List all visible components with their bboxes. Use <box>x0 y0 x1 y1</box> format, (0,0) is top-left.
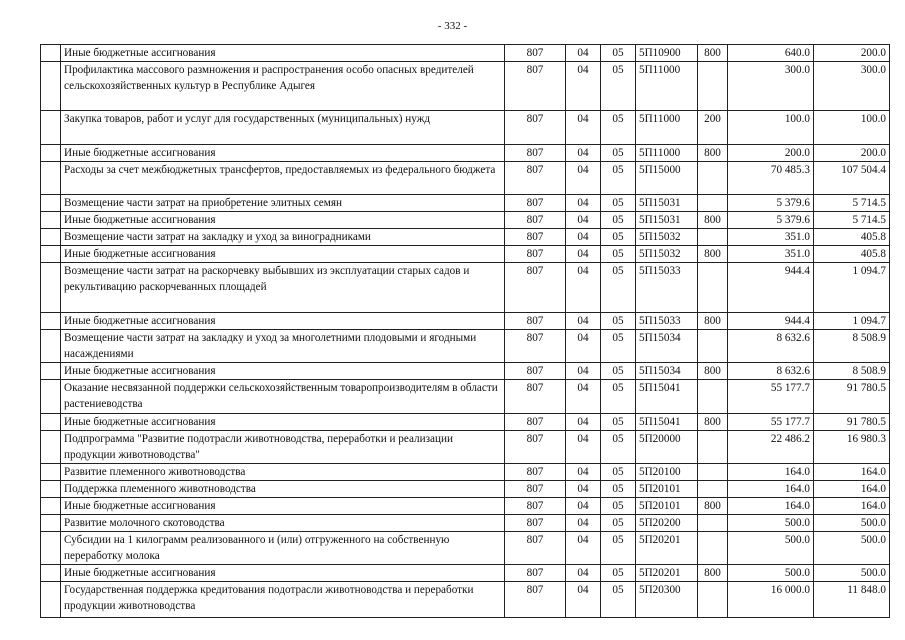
section-code-cell: 04 <box>566 414 601 431</box>
section-code-cell: 04 <box>566 162 601 195</box>
section-code-cell: 04 <box>566 532 601 565</box>
expense-type-cell <box>698 162 728 195</box>
amount-year2-cell: 200.0 <box>814 45 890 62</box>
expense-type-cell <box>698 532 728 565</box>
table-row <box>41 431 890 464</box>
amount-year1-cell: 351.0 <box>728 229 814 246</box>
section-code-cell: 04 <box>566 481 601 498</box>
ministry-code-cell: 807 <box>505 195 566 212</box>
section-code-cell: 04 <box>566 582 601 618</box>
subsection-code-cell: 05 <box>601 380 636 414</box>
subsection-code-cell: 05 <box>601 313 636 330</box>
expense-type-cell <box>698 380 728 414</box>
subsection-code-cell: 05 <box>601 212 636 229</box>
target-article-cell: 5П20100 <box>636 464 698 481</box>
section-code-cell: 04 <box>566 195 601 212</box>
item-name-cell: Поддержка племенного животноводства <box>61 481 505 498</box>
target-article-cell: 5П11000 <box>636 145 698 162</box>
expense-type-cell: 800 <box>698 313 728 330</box>
item-name-cell: Оказание несвязанной поддержки сельскохозяйственным товаропроизводителям в области растениеводства <box>61 380 505 414</box>
expense-type-cell: 800 <box>698 246 728 263</box>
target-article-cell: 5П20000 <box>636 431 698 464</box>
section-code-cell: 04 <box>566 111 601 145</box>
subsection-code-cell: 05 <box>601 162 636 195</box>
item-name-cell: Возмещение части затрат на закладку и уход за виноградниками <box>61 229 505 246</box>
ministry-code-cell: 807 <box>505 162 566 195</box>
amount-year2-cell: 500.0 <box>814 565 890 582</box>
table-row <box>41 145 890 162</box>
subsection-code-cell: 05 <box>601 111 636 145</box>
expense-type-cell <box>698 263 728 313</box>
expense-type-cell <box>698 195 728 212</box>
row-marker-cell <box>41 62 61 111</box>
target-article-cell: 5П20101 <box>636 481 698 498</box>
amount-year1-cell: 164.0 <box>728 464 814 481</box>
row-marker-cell <box>41 45 61 62</box>
ministry-code-cell: 807 <box>505 313 566 330</box>
expense-type-cell: 200 <box>698 111 728 145</box>
item-name-cell: Закупка товаров, работ и услуг для государственных (муниципальных) нужд <box>61 111 505 145</box>
subsection-code-cell: 05 <box>601 464 636 481</box>
amount-year2-cell: 200.0 <box>814 145 890 162</box>
ministry-code-cell: 807 <box>505 582 566 618</box>
expense-type-cell <box>698 431 728 464</box>
ministry-code-cell: 807 <box>505 263 566 313</box>
target-article-cell: 5П11000 <box>636 111 698 145</box>
table-row <box>41 263 890 313</box>
section-code-cell: 04 <box>566 380 601 414</box>
amount-year2-cell: 11 848.0 <box>814 582 890 618</box>
ministry-code-cell: 807 <box>505 464 566 481</box>
table-row <box>41 380 890 414</box>
amount-year2-cell: 16 980.3 <box>814 431 890 464</box>
section-code-cell: 04 <box>566 145 601 162</box>
amount-year2-cell: 8 508.9 <box>814 330 890 363</box>
item-name-cell: Профилактика массового размножения и распространения особо опасных вредителей сельскохозяйственных культур в Республике Адыгея <box>61 62 505 111</box>
table-row <box>41 313 890 330</box>
target-article-cell: 5П20200 <box>636 515 698 532</box>
subsection-code-cell: 05 <box>601 330 636 363</box>
table-row <box>41 330 890 363</box>
amount-year2-cell: 5 714.5 <box>814 195 890 212</box>
row-marker-cell <box>41 380 61 414</box>
item-name-cell: Иные бюджетные ассигнования <box>61 363 505 380</box>
ministry-code-cell: 807 <box>505 229 566 246</box>
amount-year2-cell: 91 780.5 <box>814 380 890 414</box>
subsection-code-cell: 05 <box>601 62 636 111</box>
target-article-cell: 5П20101 <box>636 498 698 515</box>
amount-year2-cell: 1 094.7 <box>814 313 890 330</box>
expense-type-cell: 800 <box>698 498 728 515</box>
ministry-code-cell: 807 <box>505 532 566 565</box>
subsection-code-cell: 05 <box>601 145 636 162</box>
table-row <box>41 532 890 565</box>
table-row <box>41 414 890 431</box>
amount-year1-cell: 8 632.6 <box>728 363 814 380</box>
row-marker-cell <box>41 582 61 618</box>
item-name-cell: Субсидии на 1 килограмм реализованного и (или) отгруженного на собственную переработку молока <box>61 532 505 565</box>
section-code-cell: 04 <box>566 464 601 481</box>
amount-year1-cell: 55 177.7 <box>728 380 814 414</box>
row-marker-cell <box>41 498 61 515</box>
section-code-cell: 04 <box>566 62 601 111</box>
target-article-cell: 5П10900 <box>636 45 698 62</box>
ministry-code-cell: 807 <box>505 45 566 62</box>
item-name-cell: Иные бюджетные ассигнования <box>61 498 505 515</box>
section-code-cell: 04 <box>566 515 601 532</box>
table-row <box>41 582 890 618</box>
section-code-cell: 04 <box>566 45 601 62</box>
item-name-cell: Возмещение части затрат на раскорчевку выбывших из эксплуатации старых садов и рекультивацию раскорчеванных площадей <box>61 263 505 313</box>
expense-type-cell: 800 <box>698 45 728 62</box>
item-name-cell: Развитие молочного скотоводства <box>61 515 505 532</box>
row-marker-cell <box>41 481 61 498</box>
item-name-cell: Иные бюджетные ассигнования <box>61 246 505 263</box>
row-marker-cell <box>41 162 61 195</box>
amount-year1-cell: 8 632.6 <box>728 330 814 363</box>
ministry-code-cell: 807 <box>505 380 566 414</box>
row-marker-cell <box>41 565 61 582</box>
target-article-cell: 5П11000 <box>636 62 698 111</box>
amount-year1-cell: 5 379.6 <box>728 212 814 229</box>
amount-year1-cell: 640.0 <box>728 45 814 62</box>
expense-type-cell <box>698 229 728 246</box>
amount-year1-cell: 5 379.6 <box>728 195 814 212</box>
expense-type-cell <box>698 330 728 363</box>
row-marker-cell <box>41 229 61 246</box>
table-row <box>41 212 890 229</box>
table-row <box>41 162 890 195</box>
table-row <box>41 363 890 380</box>
target-article-cell: 5П20201 <box>636 565 698 582</box>
amount-year2-cell: 500.0 <box>814 532 890 565</box>
amount-year1-cell: 164.0 <box>728 498 814 515</box>
item-name-cell: Государственная поддержка кредитования подотрасли животноводства и переработки продукции животноводства <box>61 582 505 618</box>
amount-year1-cell: 200.0 <box>728 145 814 162</box>
ministry-code-cell: 807 <box>505 246 566 263</box>
ministry-code-cell: 807 <box>505 431 566 464</box>
amount-year1-cell: 70 485.3 <box>728 162 814 195</box>
expense-type-cell <box>698 582 728 618</box>
ministry-code-cell: 807 <box>505 363 566 380</box>
amount-year1-cell: 500.0 <box>728 532 814 565</box>
item-name-cell: Расходы за счет межбюджетных трансфертов, предоставляемых из федерального бюджета <box>61 162 505 195</box>
section-code-cell: 04 <box>566 565 601 582</box>
section-code-cell: 04 <box>566 246 601 263</box>
subsection-code-cell: 05 <box>601 414 636 431</box>
amount-year2-cell: 91 780.5 <box>814 414 890 431</box>
subsection-code-cell: 05 <box>601 498 636 515</box>
target-article-cell: 5П15033 <box>636 313 698 330</box>
item-name-cell: Развитие племенного животноводства <box>61 464 505 481</box>
amount-year1-cell: 164.0 <box>728 481 814 498</box>
ministry-code-cell: 807 <box>505 145 566 162</box>
section-code-cell: 04 <box>566 498 601 515</box>
table-row <box>41 515 890 532</box>
row-marker-cell <box>41 515 61 532</box>
ministry-code-cell: 807 <box>505 481 566 498</box>
table-row <box>41 498 890 515</box>
row-marker-cell <box>41 263 61 313</box>
subsection-code-cell: 05 <box>601 229 636 246</box>
target-article-cell: 5П20300 <box>636 582 698 618</box>
table-row <box>41 45 890 62</box>
section-code-cell: 04 <box>566 431 601 464</box>
row-marker-cell <box>41 431 61 464</box>
item-name-cell: Иные бюджетные ассигнования <box>61 414 505 431</box>
amount-year1-cell: 16 000.0 <box>728 582 814 618</box>
expense-type-cell <box>698 481 728 498</box>
target-article-cell: 5П15031 <box>636 212 698 229</box>
ministry-code-cell: 807 <box>505 62 566 111</box>
amount-year1-cell: 500.0 <box>728 565 814 582</box>
target-article-cell: 5П15034 <box>636 363 698 380</box>
row-marker-cell <box>41 313 61 330</box>
amount-year1-cell: 100.0 <box>728 111 814 145</box>
item-name-cell: Иные бюджетные ассигнования <box>61 45 505 62</box>
table-row <box>41 464 890 481</box>
row-marker-cell <box>41 212 61 229</box>
section-code-cell: 04 <box>566 212 601 229</box>
target-article-cell: 5П15041 <box>636 414 698 431</box>
expense-type-cell <box>698 464 728 481</box>
amount-year2-cell: 164.0 <box>814 464 890 481</box>
subsection-code-cell: 05 <box>601 582 636 618</box>
row-marker-cell <box>41 363 61 380</box>
target-article-cell: 5П15033 <box>636 263 698 313</box>
amount-year2-cell: 164.0 <box>814 498 890 515</box>
ministry-code-cell: 807 <box>505 330 566 363</box>
target-article-cell: 5П20201 <box>636 532 698 565</box>
row-marker-cell <box>41 414 61 431</box>
section-code-cell: 04 <box>566 229 601 246</box>
section-code-cell: 04 <box>566 313 601 330</box>
expense-type-cell: 800 <box>698 145 728 162</box>
table-row <box>41 195 890 212</box>
subsection-code-cell: 05 <box>601 565 636 582</box>
amount-year1-cell: 944.4 <box>728 313 814 330</box>
target-article-cell: 5П15000 <box>636 162 698 195</box>
section-code-cell: 04 <box>566 330 601 363</box>
subsection-code-cell: 05 <box>601 431 636 464</box>
ministry-code-cell: 807 <box>505 515 566 532</box>
subsection-code-cell: 05 <box>601 363 636 380</box>
expense-type-cell: 800 <box>698 414 728 431</box>
expense-type-cell <box>698 62 728 111</box>
ministry-code-cell: 807 <box>505 212 566 229</box>
amount-year1-cell: 500.0 <box>728 515 814 532</box>
amount-year1-cell: 300.0 <box>728 62 814 111</box>
budget-table <box>40 44 890 618</box>
amount-year2-cell: 8 508.9 <box>814 363 890 380</box>
item-name-cell: Иные бюджетные ассигнования <box>61 212 505 229</box>
table-row <box>41 62 890 111</box>
target-article-cell: 5П15031 <box>636 195 698 212</box>
section-code-cell: 04 <box>566 263 601 313</box>
target-article-cell: 5П15032 <box>636 246 698 263</box>
ministry-code-cell: 807 <box>505 111 566 145</box>
ministry-code-cell: 807 <box>505 414 566 431</box>
subsection-code-cell: 05 <box>601 45 636 62</box>
table-row <box>41 111 890 145</box>
row-marker-cell <box>41 246 61 263</box>
subsection-code-cell: 05 <box>601 481 636 498</box>
amount-year1-cell: 944.4 <box>728 263 814 313</box>
subsection-code-cell: 05 <box>601 246 636 263</box>
amount-year2-cell: 1 094.7 <box>814 263 890 313</box>
amount-year2-cell: 164.0 <box>814 481 890 498</box>
item-name-cell: Возмещение части затрат на приобретение элитных семян <box>61 195 505 212</box>
item-name-cell: Иные бюджетные ассигнования <box>61 565 505 582</box>
expense-type-cell: 800 <box>698 212 728 229</box>
target-article-cell: 5П15032 <box>636 229 698 246</box>
row-marker-cell <box>41 330 61 363</box>
subsection-code-cell: 05 <box>601 532 636 565</box>
row-marker-cell <box>41 195 61 212</box>
section-code-cell: 04 <box>566 363 601 380</box>
ministry-code-cell: 807 <box>505 498 566 515</box>
target-article-cell: 5П15034 <box>636 330 698 363</box>
item-name-cell: Иные бюджетные ассигнования <box>61 313 505 330</box>
row-marker-cell <box>41 464 61 481</box>
amount-year2-cell: 405.8 <box>814 246 890 263</box>
table-row <box>41 246 890 263</box>
target-article-cell: 5П15041 <box>636 380 698 414</box>
ministry-code-cell: 807 <box>505 565 566 582</box>
amount-year1-cell: 55 177.7 <box>728 414 814 431</box>
item-name-cell: Возмещение части затрат на закладку и уход за многолетними плодовыми и ягодными насаждениями <box>61 330 505 363</box>
item-name-cell: Иные бюджетные ассигнования <box>61 145 505 162</box>
amount-year2-cell: 100.0 <box>814 111 890 145</box>
amount-year2-cell: 300.0 <box>814 62 890 111</box>
row-marker-cell <box>41 532 61 565</box>
amount-year2-cell: 107 504.4 <box>814 162 890 195</box>
table-row <box>41 229 890 246</box>
subsection-code-cell: 05 <box>601 195 636 212</box>
row-marker-cell <box>41 111 61 145</box>
table-row <box>41 565 890 582</box>
amount-year2-cell: 500.0 <box>814 515 890 532</box>
table-row <box>41 481 890 498</box>
amount-year1-cell: 22 486.2 <box>728 431 814 464</box>
expense-type-cell: 800 <box>698 363 728 380</box>
budget-table-body <box>41 45 890 618</box>
amount-year2-cell: 5 714.5 <box>814 212 890 229</box>
expense-type-cell <box>698 515 728 532</box>
page-number: - 332 - <box>437 20 468 32</box>
amount-year2-cell: 405.8 <box>814 229 890 246</box>
item-name-cell: Подпрограмма "Развитие подотрасли животноводства, переработки и реализации продукции животноводства" <box>61 431 505 464</box>
subsection-code-cell: 05 <box>601 515 636 532</box>
amount-year1-cell: 351.0 <box>728 246 814 263</box>
expense-type-cell: 800 <box>698 565 728 582</box>
subsection-code-cell: 05 <box>601 263 636 313</box>
row-marker-cell <box>41 145 61 162</box>
